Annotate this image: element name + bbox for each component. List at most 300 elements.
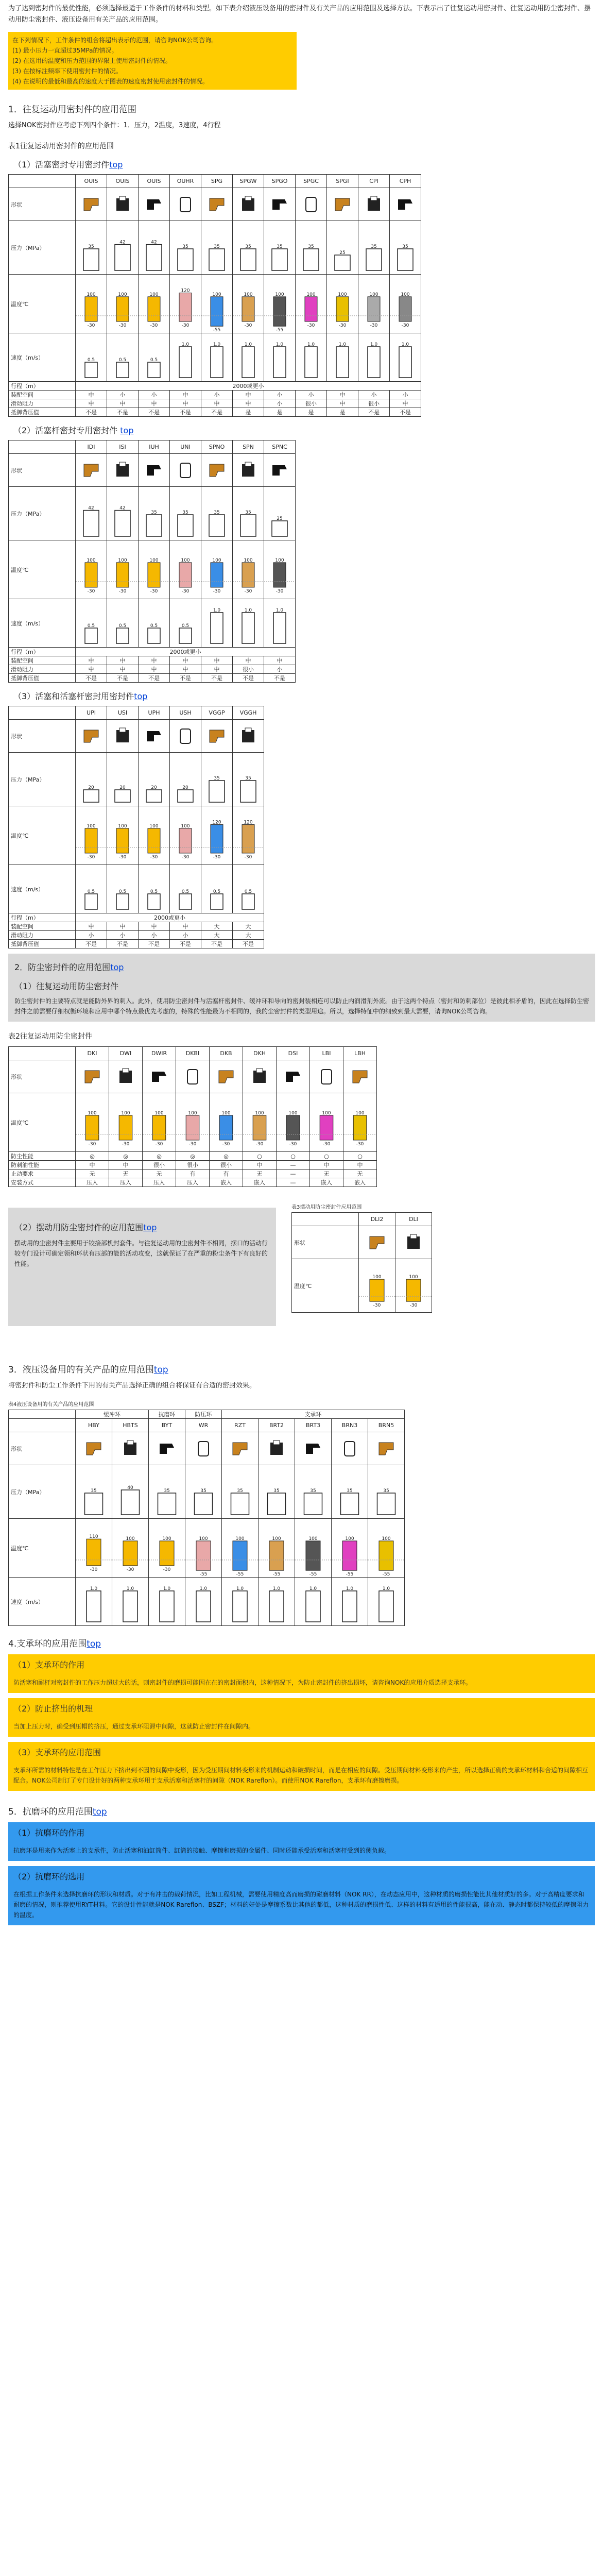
pressure-bar	[158, 1493, 176, 1515]
temp-high-label: 100	[88, 1110, 97, 1116]
speed-bar	[306, 1591, 320, 1622]
table-cell: 中	[201, 399, 233, 408]
table-1a-title-text: （1）活塞密封专用密封件	[13, 160, 110, 170]
pressure-chart-cell	[368, 1465, 404, 1517]
speed-chart-cell	[368, 1578, 404, 1624]
pressure-chart-cell	[358, 221, 389, 273]
row-label: 速度（m/s）	[9, 1578, 76, 1626]
temp-low-label: -30	[90, 1567, 98, 1572]
table-cell	[107, 275, 139, 333]
stroke-row	[9, 648, 296, 656]
temp-high-label: 100	[409, 1275, 418, 1280]
section-5-title	[8, 1804, 595, 1817]
table-cell	[233, 454, 264, 487]
table-cell: 不是	[76, 408, 107, 417]
seal-shape-icon	[206, 460, 227, 481]
table-cell	[201, 806, 233, 865]
temp-low-label: -30	[409, 1303, 418, 1309]
stroke-note: 2000或更小	[76, 913, 264, 922]
table-1c	[8, 706, 595, 948]
temp-range-bar	[196, 1541, 211, 1570]
seal-table	[291, 1212, 432, 1313]
speed-value-label: 0.5	[213, 889, 221, 894]
speed-bar	[148, 362, 160, 378]
temp-low-label: -30	[87, 323, 95, 328]
table-cell: 中	[76, 391, 107, 399]
speed-chart-cell	[107, 599, 138, 646]
temp-high-label: 100	[272, 1536, 281, 1541]
top-link[interactable]: top	[92, 1807, 107, 1817]
speed-chart-cell	[139, 333, 169, 380]
section-2-sub: （1）往复运动用防尘密封件	[14, 981, 119, 991]
seal-code: BRN3	[332, 1419, 368, 1432]
pressure-bar	[304, 1493, 322, 1515]
row-label	[9, 706, 76, 720]
temp-low-label: -30	[150, 323, 158, 328]
table-cell	[76, 1465, 112, 1519]
pressure-bar	[231, 1493, 249, 1515]
pressure-value-label: 35	[182, 510, 188, 515]
row-label: 安装方式	[9, 1178, 76, 1187]
speed-value-label: 1.0	[213, 608, 221, 613]
row-label: 行程（m）	[9, 648, 76, 656]
table-row	[9, 706, 264, 720]
section-3-title	[8, 1362, 595, 1375]
speed-bar	[211, 613, 223, 643]
pressure-chart-cell	[233, 221, 264, 273]
table-cell	[185, 1519, 222, 1578]
speed-bar	[196, 1591, 211, 1622]
speed-bar	[116, 362, 129, 378]
pressure-chart-cell	[170, 221, 201, 273]
table-cell	[112, 1432, 149, 1465]
table-cell: 是	[264, 408, 296, 417]
group-row	[9, 1410, 405, 1419]
table-cell: 大	[233, 922, 264, 931]
speed-bar	[233, 1591, 247, 1622]
table-cell: 中	[170, 922, 201, 931]
temp-chart-cell	[112, 1519, 148, 1575]
seal-shape-icon	[301, 194, 321, 215]
pressure-bar	[115, 511, 130, 536]
table-cell	[107, 865, 139, 913]
pressure-bar	[195, 1493, 213, 1515]
table-cell: 中	[233, 391, 264, 399]
seal-code: USH	[170, 706, 201, 720]
top-link[interactable]: top	[109, 160, 123, 170]
table-cell: 中	[76, 922, 107, 931]
temp-range-bar	[242, 297, 254, 321]
speed-bar	[179, 628, 192, 643]
temp-low-label: -55	[382, 1572, 390, 1575]
table-cell	[201, 540, 233, 599]
temp-low-label: -30	[370, 323, 378, 328]
table-row	[9, 1465, 405, 1519]
speed-value-label: 1.0	[244, 342, 252, 347]
speed-chart-cell	[259, 1578, 295, 1624]
temp-low-label: -30	[126, 1567, 134, 1572]
table-cell	[149, 1432, 185, 1465]
table-cell	[107, 333, 139, 382]
table-cell: ○	[343, 1152, 377, 1161]
table-cell	[368, 1519, 405, 1578]
temp-range-bar	[179, 563, 192, 587]
speed-value-label: 0.5	[118, 623, 127, 629]
table-cell	[368, 1465, 405, 1519]
speed-bar	[116, 628, 129, 643]
table-cell: 嵌入	[210, 1178, 243, 1187]
seal-shape-icon	[120, 1438, 141, 1459]
table-cell	[139, 599, 170, 648]
table-row	[9, 1578, 405, 1626]
temp-range-bar	[211, 297, 223, 326]
speed-bar	[269, 1591, 284, 1622]
temp-range-bar	[211, 563, 223, 587]
temp-range-bar	[160, 1541, 174, 1566]
table-cell	[327, 275, 358, 333]
table-cell	[390, 275, 421, 333]
pressure-bar	[240, 249, 256, 270]
table-cell	[264, 487, 296, 540]
seal-shape-icon	[81, 726, 101, 747]
table-cell: 小	[264, 399, 296, 408]
pressure-value-label: 35	[383, 1488, 389, 1494]
temp-low-label: -30	[181, 323, 189, 328]
speed-value-label: 1.0	[382, 1586, 390, 1591]
top-link[interactable]: top	[153, 1365, 168, 1375]
pressure-bar	[115, 790, 130, 802]
row-label: 装配空间	[9, 656, 76, 665]
table-cell	[233, 806, 264, 865]
pressure-bar	[115, 245, 130, 270]
temp-range-bar	[119, 1115, 132, 1140]
table-cell: 中	[76, 399, 107, 408]
temp-high-label: 120	[244, 820, 253, 825]
speed-bar	[116, 894, 129, 909]
temp-range-bar	[368, 297, 380, 321]
table-cell: 不是	[201, 674, 233, 683]
temp-range-bar	[399, 297, 411, 321]
temp-low-label: -30	[244, 323, 252, 328]
seal-code: BRN5	[368, 1419, 405, 1432]
top-link[interactable]: top	[110, 962, 124, 972]
temp-low-label: -30	[213, 588, 221, 594]
table-cell: 不是	[107, 408, 139, 417]
table-cell	[139, 806, 170, 865]
table-cell	[332, 1578, 368, 1626]
seal-code: DLI	[395, 1213, 432, 1226]
table-cell: 压入	[109, 1178, 143, 1187]
table-cell	[170, 753, 201, 806]
pressure-chart-cell	[233, 487, 264, 538]
seal-shape-icon	[81, 194, 101, 215]
temp-range-bar	[219, 1115, 233, 1140]
speed-value-label: 0.5	[118, 358, 127, 363]
temp-low-label: -30	[244, 854, 252, 860]
speed-chart-cell	[201, 599, 232, 646]
speed-bar	[379, 1591, 393, 1622]
table-4	[8, 1410, 595, 1626]
seal-shape-icon	[266, 1438, 287, 1459]
table-cell: 无	[310, 1170, 343, 1178]
seal-shape-icon	[112, 194, 133, 215]
row-label: 速度（m/s）	[9, 599, 76, 648]
temp-chart-cell	[76, 275, 107, 331]
temp-low-label: -30	[118, 323, 127, 328]
table-row	[9, 665, 296, 674]
seal-shape-icon	[283, 1066, 303, 1087]
table-cell	[170, 221, 201, 275]
table-cell: 压入	[176, 1178, 210, 1187]
box-body: 当加上压力时，确受到压帽的挤压，通过支承环阻滞中间隙，这就防止密封件在间隙内。	[13, 1723, 255, 1730]
table-row	[9, 408, 421, 417]
section-2-title-text: 2．防尘密封件的应用范围	[14, 962, 111, 972]
seal-shape-icon	[112, 460, 133, 481]
top-link[interactable]: top	[87, 1639, 101, 1649]
section-2b-title-text: （2）摆动用防尘密封件的应用范围	[14, 1223, 144, 1232]
table-cell	[139, 487, 170, 540]
table-row	[9, 922, 264, 931]
top-link[interactable]: top	[143, 1223, 157, 1232]
temp-range-bar	[379, 1541, 393, 1570]
table-cell: 无	[143, 1170, 176, 1178]
table-cell: 嵌入	[310, 1178, 343, 1187]
table-cell: 无	[76, 1170, 109, 1178]
pressure-bar	[366, 249, 382, 270]
section-3-title-text: 3．液压设备用的有关产品的应用范围	[8, 1365, 154, 1375]
table-cell	[332, 1432, 368, 1465]
temp-range-bar	[85, 563, 97, 587]
table-cell	[259, 1578, 295, 1626]
speed-chart-cell	[107, 865, 138, 911]
pressure-value-label: 42	[119, 240, 126, 245]
table-row	[9, 487, 296, 540]
temp-high-label: 100	[275, 292, 284, 297]
table-row	[9, 221, 421, 275]
section-2-title	[14, 961, 589, 973]
speed-chart-cell	[296, 333, 326, 380]
table-cell: —	[277, 1178, 310, 1187]
table-cell	[368, 1432, 405, 1465]
box-body: 防活塞和耐杆对密封件的工作压力超过大的话，则密封件的磨损可能因在在的密封面积内，这种情况下，为防止密封件的挤出损坏，请咨询NOK的应用介质选择支承环。	[13, 1679, 472, 1686]
section-4-box-1	[8, 1654, 595, 1693]
section-2-box	[8, 954, 595, 1022]
pressure-bar	[122, 1490, 140, 1515]
table-row	[9, 940, 264, 948]
table-row	[9, 720, 264, 753]
table-cell: 嵌入	[343, 1178, 377, 1187]
temp-chart-cell	[109, 1093, 142, 1150]
speed-value-label: 1.0	[370, 342, 378, 347]
temp-high-label: 100	[87, 823, 96, 829]
temp-range-bar	[148, 563, 160, 587]
temp-low-label: -55	[346, 1572, 354, 1575]
table-cell	[112, 1465, 149, 1519]
table-cell: 小	[170, 931, 201, 940]
temp-chart-cell	[201, 540, 232, 597]
seal-table	[8, 1046, 377, 1187]
temp-chart-cell	[139, 806, 169, 863]
temp-range-bar	[179, 293, 192, 321]
table-cell	[295, 1465, 332, 1519]
temp-range-bar	[336, 297, 349, 321]
table-cell	[149, 1519, 185, 1578]
table-cell: 中	[107, 399, 139, 408]
row-label: 形状	[9, 720, 76, 753]
pressure-value-label: 35	[214, 244, 220, 249]
table-cell	[332, 1465, 368, 1519]
seal-code: HBTS	[112, 1419, 149, 1432]
stroke-note: 2000或更小	[76, 382, 421, 391]
speed-bar	[242, 894, 254, 909]
temp-range-bar	[342, 1541, 357, 1570]
table-cell: 中	[170, 391, 201, 399]
table-cell: 很小	[176, 1161, 210, 1170]
temp-high-label: 100	[121, 1110, 130, 1116]
table-1b-title-text: （2）活塞杆密封专用密封件	[13, 426, 118, 435]
seal-shape-icon	[269, 460, 290, 481]
table-cell: 不是	[139, 408, 170, 417]
pressure-value-label: 35	[245, 244, 251, 249]
table-cell	[368, 1578, 405, 1626]
table-cell	[222, 1578, 259, 1626]
row-label	[9, 175, 76, 188]
seal-code: OUIS	[107, 175, 139, 188]
seal-code: BRT2	[259, 1419, 295, 1432]
row-label: 装配空间	[9, 391, 76, 399]
pressure-value-label: 42	[88, 505, 94, 511]
pressure-chart-cell	[76, 487, 107, 538]
seal-code: HBY	[76, 1419, 112, 1432]
temp-low-label: -55	[213, 328, 221, 331]
table-row	[9, 674, 296, 683]
temp-range-bar	[85, 297, 97, 321]
temp-chart-cell	[233, 540, 264, 597]
table-row	[9, 1178, 377, 1187]
pressure-bar	[178, 249, 193, 270]
table-cell	[358, 275, 390, 333]
pressure-value-label: 20	[182, 785, 188, 790]
pressure-bar	[146, 515, 162, 536]
seal-shape-icon	[403, 1232, 424, 1253]
pressure-value-label: 35	[237, 1488, 243, 1494]
table-cell	[170, 540, 201, 599]
table-cell: 中	[139, 922, 170, 931]
pressure-value-label: 35	[308, 244, 314, 249]
table-cell	[107, 540, 139, 599]
table-cell: 不是	[233, 940, 264, 948]
speed-value-label: 1.0	[275, 342, 284, 347]
speed-value-label: 1.0	[401, 342, 409, 347]
table-cell: 有	[176, 1170, 210, 1178]
table-cell: 中	[201, 656, 233, 665]
pressure-chart-cell	[259, 1465, 295, 1517]
row-label: 滑动阻力	[9, 931, 76, 940]
temp-low-label: -30	[150, 854, 158, 860]
temp-high-label: 100	[118, 823, 127, 829]
speed-chart-cell	[264, 599, 295, 646]
pressure-bar	[272, 249, 287, 270]
temp-high-label: 100	[126, 1536, 135, 1541]
table-cell: 中	[233, 656, 264, 665]
table-cell	[295, 1432, 332, 1465]
table-cell: ○	[243, 1152, 277, 1161]
table-row	[9, 806, 264, 865]
table-cell: 小	[107, 931, 139, 940]
speed-chart-cell	[201, 865, 232, 911]
table-row	[9, 1170, 377, 1178]
table-cell: 中	[107, 922, 139, 931]
table-cell	[264, 454, 296, 487]
pressure-value-label: 20	[151, 785, 157, 790]
pressure-chart-cell	[112, 1465, 148, 1517]
temp-high-label: 100	[244, 292, 253, 297]
table-1a-title	[13, 158, 595, 170]
temp-high-label: 100	[372, 1275, 382, 1280]
speed-bar	[87, 1591, 101, 1622]
seal-code: USI	[107, 706, 139, 720]
pressure-chart-cell	[201, 221, 232, 273]
table-cell	[185, 1465, 222, 1519]
pressure-bar	[83, 790, 99, 802]
table-cell	[259, 1519, 295, 1578]
table-cell	[259, 1432, 295, 1465]
speed-chart-cell	[170, 333, 201, 380]
pressure-value-label: 35	[273, 1488, 280, 1494]
table-cell	[143, 1060, 176, 1093]
speed-value-label: 0.5	[87, 358, 95, 363]
table-cell: 中	[107, 656, 139, 665]
table-cell: 小	[390, 391, 421, 399]
table-cell: ◎	[176, 1152, 210, 1161]
pressure-chart-cell	[332, 1465, 368, 1517]
seal-shape-icon	[149, 1066, 169, 1087]
temp-range-bar	[253, 1115, 266, 1140]
pressure-value-label: 35	[245, 510, 251, 515]
table-cell: 不是	[201, 940, 233, 948]
table-1b-title	[13, 424, 595, 436]
table-cell	[76, 487, 107, 540]
pressure-bar	[335, 255, 350, 270]
temp-high-label: 100	[338, 292, 347, 297]
temp-low-label: -30	[181, 588, 189, 594]
row-label: 行程（m）	[9, 382, 76, 391]
speed-bar	[148, 894, 160, 909]
stroke-row	[9, 913, 264, 922]
table-cell	[390, 221, 421, 275]
pressure-bar	[303, 249, 319, 270]
temp-range-bar	[305, 297, 317, 321]
seal-shape-icon	[316, 1066, 337, 1087]
temp-range-bar	[233, 1541, 247, 1570]
table-cell	[310, 1060, 343, 1093]
speed-bar	[85, 628, 97, 643]
seal-shape-icon	[206, 726, 227, 747]
table-1b	[8, 440, 595, 683]
pressure-bar	[268, 1493, 286, 1515]
pressure-chart-cell	[296, 221, 326, 273]
top-link[interactable]: top	[134, 691, 148, 701]
table-cell: 不是	[201, 408, 233, 417]
temp-chart-cell	[395, 1259, 432, 1311]
table-cell	[296, 188, 327, 221]
top-link[interactable]: top	[120, 426, 134, 435]
table-cell: 不是	[390, 408, 421, 417]
row-label: 滑动阻力	[9, 665, 76, 674]
speed-bar	[242, 347, 254, 378]
table-row	[9, 333, 421, 382]
table-cell	[201, 487, 233, 540]
